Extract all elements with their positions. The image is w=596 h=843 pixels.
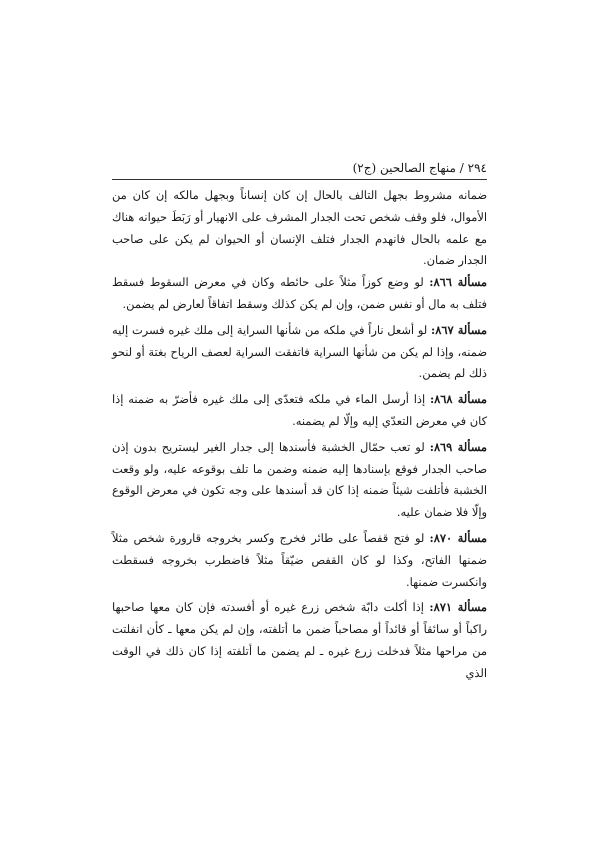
header-divider: [112, 179, 487, 180]
issue-866: [112, 272, 487, 316]
issue-label: مسألة ٨٧٠:: [429, 530, 487, 545]
page-body: [112, 185, 487, 689]
issue-text: إذا أرسل الماء في ملكه فتعدّى إلى ملك غيره فأضرّ به ضمنه إذا كان في معرض التعدّي إليه وإلّا لم يضمنه.: [112, 392, 487, 428]
intro-paragraph: ضمانه مشروط بجهل التالف بالحال إن كان إنساناً وبجهل مالكه إن كان من الأموال، فلو وقف شخص تحت الجدار المشرف على الانهيار أو رَبَطَ حيوانه هناك مع علمه بالحال فانهدم الجدار فتلف الإنسان أو الحيوان لم يكن على صاحب الجدار ضمان.: [112, 188, 487, 268]
issue-label: مسألة ٨٦٧:: [431, 322, 488, 337]
issue-870: [112, 528, 487, 593]
issue-871: [112, 597, 487, 684]
issue-text: لو وضع كوزاً مثلاً على حائطه وكان في معرض السقوط فسقط فتلف به مال أو نفس ضمن، وإن لم يكن كذلك وسقط اتفاقاً لعارض لم يضمن.: [112, 275, 487, 311]
issue-text: لو تعب حمّال الخشبة فأسندها إلى جدار الغير ليستريح بدون إذن صاحب الجدار فوقع بإسنادها إليه ضمنه وضمن ما تلف بوقوعه عليه، ولو وقعت الخشبة فأتلفت شيئاً ضمنه إذا كان قد أسندها على وجه تكون في معرض الوقوع وإلّا فلا ضمان عليه.: [112, 439, 487, 520]
issue-text: لو أشعل ناراً في ملكه من شأنها السراية إلى ملك غيره فسرت إليه ضمنه، وإذا لم يكن من شأنها السراية فاتفقت السراية لعصف الرياح بغتة أو لنحو ذلك لم يضمن.: [112, 322, 487, 381]
issue-label: مسألة ٨٦٨:: [429, 392, 488, 407]
issue-label: مسألة ٨٦٦:: [429, 275, 487, 290]
issue-text: إذا أكلت دابّة شخص زرع غيره أو أفسدته فإن كان معها صاحبها راكباً أو سائقاً أو قائداً أو مصاحباً ضمن ما أتلفته، وإن لم يكن معها ـ كأن انفلتت من مراحها مثلاً فدخلت زرع غيره ـ لم يضمن ما أتلفته إذا كان ذلك في الوقت الذي: [112, 600, 487, 680]
issue-text: لو فتح قفصاً على طائر فخرج وكسر بخروجه قارورة شخص مثلاً ضمنها الفاتح، وكذا لو كان القفص ضيّقاً مثلاً فاضطرب بخروجه فسقطت وانكسرت ضمنها.: [112, 530, 487, 589]
issue-label: مسألة ٨٦٩:: [429, 439, 487, 454]
issue-label: مسألة ٨٧١:: [429, 600, 487, 615]
issue-868: [112, 389, 487, 433]
issue-867: [112, 320, 487, 385]
issue-869: [112, 437, 487, 524]
running-header: ٢٩٤ / منهاج الصالحين (ج٢): [352, 161, 487, 175]
